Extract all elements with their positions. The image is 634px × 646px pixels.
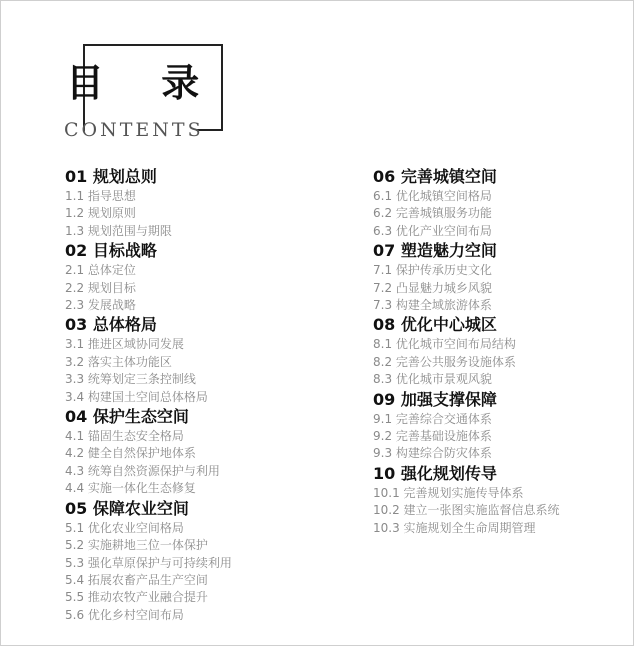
toc-section-title[interactable]: 07 塑造魅力空间 [373, 241, 497, 261]
toc-item[interactable]: 8.1 优化城市空间布局结构 [373, 337, 516, 352]
toc-item[interactable]: 1.3 规划范围与期限 [65, 223, 172, 238]
toc-item[interactable]: 9.1 完善综合交通体系 [373, 411, 492, 426]
toc-item[interactable]: 3.4 构建国土空间总体格局 [65, 389, 208, 404]
toc-section [65, 166, 355, 240]
toc-item[interactable]: 4.1 锚固生态安全格局 [65, 429, 184, 444]
toc-section [373, 314, 628, 388]
toc-section [373, 166, 628, 240]
toc-item[interactable]: 6.2 完善城镇服务功能 [373, 206, 492, 221]
toc-section [65, 498, 355, 624]
toc-item[interactable]: 3.1 推进区域协同发展 [65, 337, 184, 352]
toc-item[interactable]: 8.3 优化城市景观风貌 [373, 372, 492, 387]
toc-section [65, 240, 355, 314]
toc-item[interactable]: 7.1 保护传承历史文化 [373, 263, 492, 278]
toc-right-column [373, 166, 628, 537]
toc-item[interactable]: 5.2 实施耕地三位一体保护 [65, 538, 208, 553]
toc-section-title[interactable]: 06 完善城镇空间 [373, 167, 497, 186]
toc-left-column [65, 166, 355, 624]
toc-section-title[interactable]: 04 保护生态空间 [65, 407, 189, 427]
toc-section-title[interactable]: 10 强化规划传导 [373, 463, 497, 483]
toc-item[interactable]: 6.3 优化产业空间布局 [373, 223, 492, 238]
toc-item[interactable]: 4.4 实施一体化生态修复 [65, 481, 196, 496]
toc-item[interactable]: 7.3 构建全域旅游体系 [373, 298, 492, 313]
toc-section [373, 463, 628, 537]
toc-item[interactable]: 5.6 优化乡村空间布局 [65, 607, 184, 622]
toc-section-title[interactable]: 09 加强支撑保障 [373, 389, 497, 409]
toc-section [65, 406, 355, 498]
toc-section [373, 389, 628, 463]
toc-item[interactable]: 10.3 实施规划全生命周期管理 [373, 520, 536, 535]
toc-section-title[interactable]: 01 规划总则 [65, 167, 157, 186]
toc-item[interactable]: 9.3 构建综合防灾体系 [373, 446, 492, 461]
toc-item[interactable]: 1.1 指导思想 [65, 189, 136, 203]
toc-item[interactable]: 9.2 完善基础设施体系 [373, 429, 492, 444]
toc-item[interactable]: 6.1 优化城镇空间格局 [373, 189, 492, 203]
toc-section-title[interactable]: 05 保障农业空间 [65, 498, 189, 518]
toc-item[interactable]: 7.2 凸显魅力城乡风貌 [373, 280, 492, 295]
toc-section [373, 240, 628, 314]
toc-item[interactable]: 1.2 规划原则 [65, 206, 136, 221]
toc-section [65, 314, 355, 406]
toc-item[interactable]: 5.4 拓展农畜产品生产空间 [65, 572, 208, 587]
toc-section-title[interactable]: 02 目标战略 [65, 241, 157, 261]
page-subtitle: CONTENTS [64, 119, 204, 141]
toc-item[interactable]: 2.3 发展战略 [65, 298, 136, 313]
toc-section-title[interactable]: 03 总体格局 [65, 315, 157, 335]
toc-item[interactable]: 2.1 总体定位 [65, 263, 136, 278]
toc-item[interactable]: 2.2 规划目标 [65, 280, 136, 295]
toc-item[interactable]: 8.2 完善公共服务设施体系 [373, 354, 516, 369]
page-title: 目 录 [66, 61, 222, 105]
toc-item[interactable]: 10.2 建立一张图实施监督信息系统 [373, 503, 560, 518]
toc-item[interactable]: 4.3 统筹自然资源保护与利用 [65, 463, 220, 478]
toc-item[interactable]: 5.3 强化草原保护与可持续利用 [65, 555, 232, 570]
toc-item[interactable]: 4.2 健全自然保护地体系 [65, 446, 196, 461]
toc-item[interactable]: 5.5 推动农牧产业融合提升 [65, 590, 208, 605]
toc-item[interactable]: 3.2 落实主体功能区 [65, 354, 172, 369]
toc-item[interactable]: 5.1 优化农业空间格局 [65, 520, 184, 535]
toc-section-title[interactable]: 08 优化中心城区 [373, 315, 497, 335]
toc-item[interactable]: 10.1 完善规划实施传导体系 [373, 485, 524, 500]
toc-item[interactable]: 3.3 统筹划定三条控制线 [65, 372, 196, 387]
